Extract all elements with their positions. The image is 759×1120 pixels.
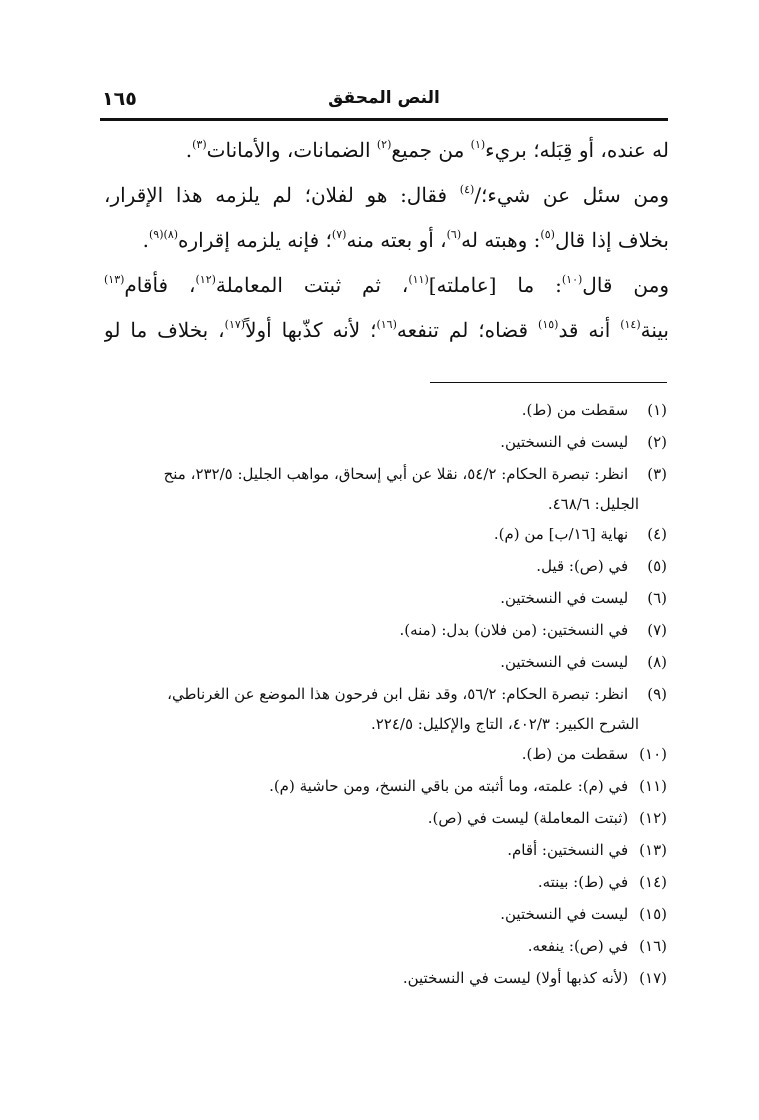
text-run: : ما [عاملته] [428,273,562,297]
footnote [100,518,667,550]
footnote-text: في (ص): ينفعه. [527,937,633,955]
text-line [104,263,669,308]
footnote [100,678,667,710]
main-text [104,128,669,353]
text-run: ، أو بعته منه [346,228,447,252]
footnote [100,394,667,426]
footnote-text: (لأنه كذبها أولا) ليست في النسختين. [402,969,633,987]
footnote [100,930,667,962]
footnote-number: (٢) [647,433,667,451]
text-run: ، بخلاف ما لو [104,318,225,342]
text-run: قضاه؛ لم تنفعه [396,318,539,342]
footnote-text: ليست في النسختين. [500,589,633,607]
footnote [100,962,667,994]
footnote [100,426,667,458]
footnote-text: سقطت من (ط). [521,745,633,763]
text-run: ومن قال [582,273,669,297]
footnote-number: (٤) [647,525,667,543]
text-run: ومن سئل عن شيء؛/ [474,183,669,207]
text-run: . [185,138,193,162]
footnote-number: (٧) [647,621,667,639]
footnote [100,770,667,802]
footnote [100,582,667,614]
text-run: له عنده، أو قِبَله؛ بريء [485,138,669,162]
footnote-number: (١١) [639,777,667,795]
footnote-text: ليست في النسختين. [500,433,633,451]
footnote-text: سقطت من (ط). [521,401,633,419]
text-run: من جميع [391,138,471,162]
footnote-marker: (٨)(٩) [149,228,179,241]
footnote-text: في النسختين: (من فلان) بدل: (منه). [399,621,633,639]
footnote-continuation: الجليل: ٤٦٨/٦. [547,495,639,513]
text-line [104,218,669,263]
footnote-marker: (١١) [408,273,429,286]
footnote-marker: (١٣) [104,273,125,286]
footnote-marker: (٥) [540,228,555,241]
footnote-number: (٩) [647,685,667,703]
text-run: ، فأقام [124,273,196,297]
footnote-text: ليست في النسختين. [500,905,633,923]
footnote-marker: (١٠) [561,273,583,286]
page-number: ١٦٥ [102,88,137,110]
text-run: أنه قد [558,318,621,342]
footnote-text: في (ص): قيل. [536,557,633,575]
footnote [100,550,667,582]
footnote-marker: (٦) [446,228,462,241]
footnote-marker: (٤) [459,183,475,196]
footnote-number: (٥) [647,557,667,575]
footnote [100,898,667,930]
footnote-marker: (١٦) [376,318,397,331]
footnote-text: (ثبتت المعاملة) ليست في (ص). [427,809,633,827]
text-run: بخلاف إذا قال [554,228,669,252]
footnote-text: انظر: تبصرة الحكام: ٥٦/٢، وقد نقل ابن فرحون هذا الموضع عن الغرناطي، [167,685,633,703]
footnote [100,738,667,770]
footnote-number: (١٣) [639,841,667,859]
footnote-marker: (١٤) [620,318,641,331]
footnote [100,458,667,490]
footnotes [100,394,667,994]
footnote-number: (٦) [647,589,667,607]
page-header [100,86,668,116]
footnote-marker: (١٥) [538,318,559,331]
footnote-text: نهاية [١٦/ب] من (م). [493,525,633,543]
footnote [100,866,667,898]
footnote-marker: (١٧) [224,318,246,331]
footnote-number: (١٦) [639,937,667,955]
footnote-number: (١٢) [639,809,667,827]
footnote-separator [430,382,667,383]
footnote-number: (١) [647,401,667,419]
text-run: . [142,228,149,252]
footnote [100,646,667,678]
footnote-text: ليست في النسختين. [500,653,633,671]
footnote-text: في (ط): بينته. [537,873,633,891]
text-run: ؛ فإنه يلزمه إقراره [178,228,332,252]
footnote-number: (١٧) [639,969,667,987]
running-title: النص المحقق [328,88,440,108]
footnote-marker: (٢) [376,138,392,151]
footnote-marker: (١) [470,138,486,151]
footnote-number: (٨) [647,653,667,671]
footnote-marker: (٧) [331,228,347,241]
text-run: الضمانات، والأمانات [206,138,377,162]
text-line [104,173,669,218]
footnote-continuation: الشرح الكبير: ٤٠٢/٣، التاج والإكليل: ٢٢٤/٥. [370,715,639,733]
text-run: ، ثم ثبتت المعاملة [215,273,409,297]
footnote-number: (١٤) [639,873,667,891]
footnote-text: في (م): علمته، وما أثبته من باقي النسخ، ومن حاشية (م). [269,777,633,795]
text-run: : وهبته له [461,228,541,252]
footnote-number: (١٠) [639,745,667,763]
footnote [100,614,667,646]
text-run: فقال: هو لفلان؛ لم يلزمه هذا الإقرار، [104,183,460,207]
text-line [104,128,669,173]
footnote-marker: (٣) [192,138,207,151]
header-rule [100,118,668,121]
footnote [100,834,667,866]
text-run: بينة [640,318,669,342]
text-line [104,308,669,353]
footnote-marker: (١٢) [195,273,216,286]
footnote-number: (١٥) [639,905,667,923]
footnote [100,802,667,834]
footnote-number: (٣) [647,465,667,483]
text-run: ؛ لأنه كذّبها أولاً [245,318,377,342]
footnote-text: في النسختين: أقام. [507,841,633,859]
footnote-text: انظر: تبصرة الحكام: ٥٤/٢، نقلا عن أبي إسحاق، مواهب الجليل: ٢٣٢/٥، منح [163,465,633,483]
